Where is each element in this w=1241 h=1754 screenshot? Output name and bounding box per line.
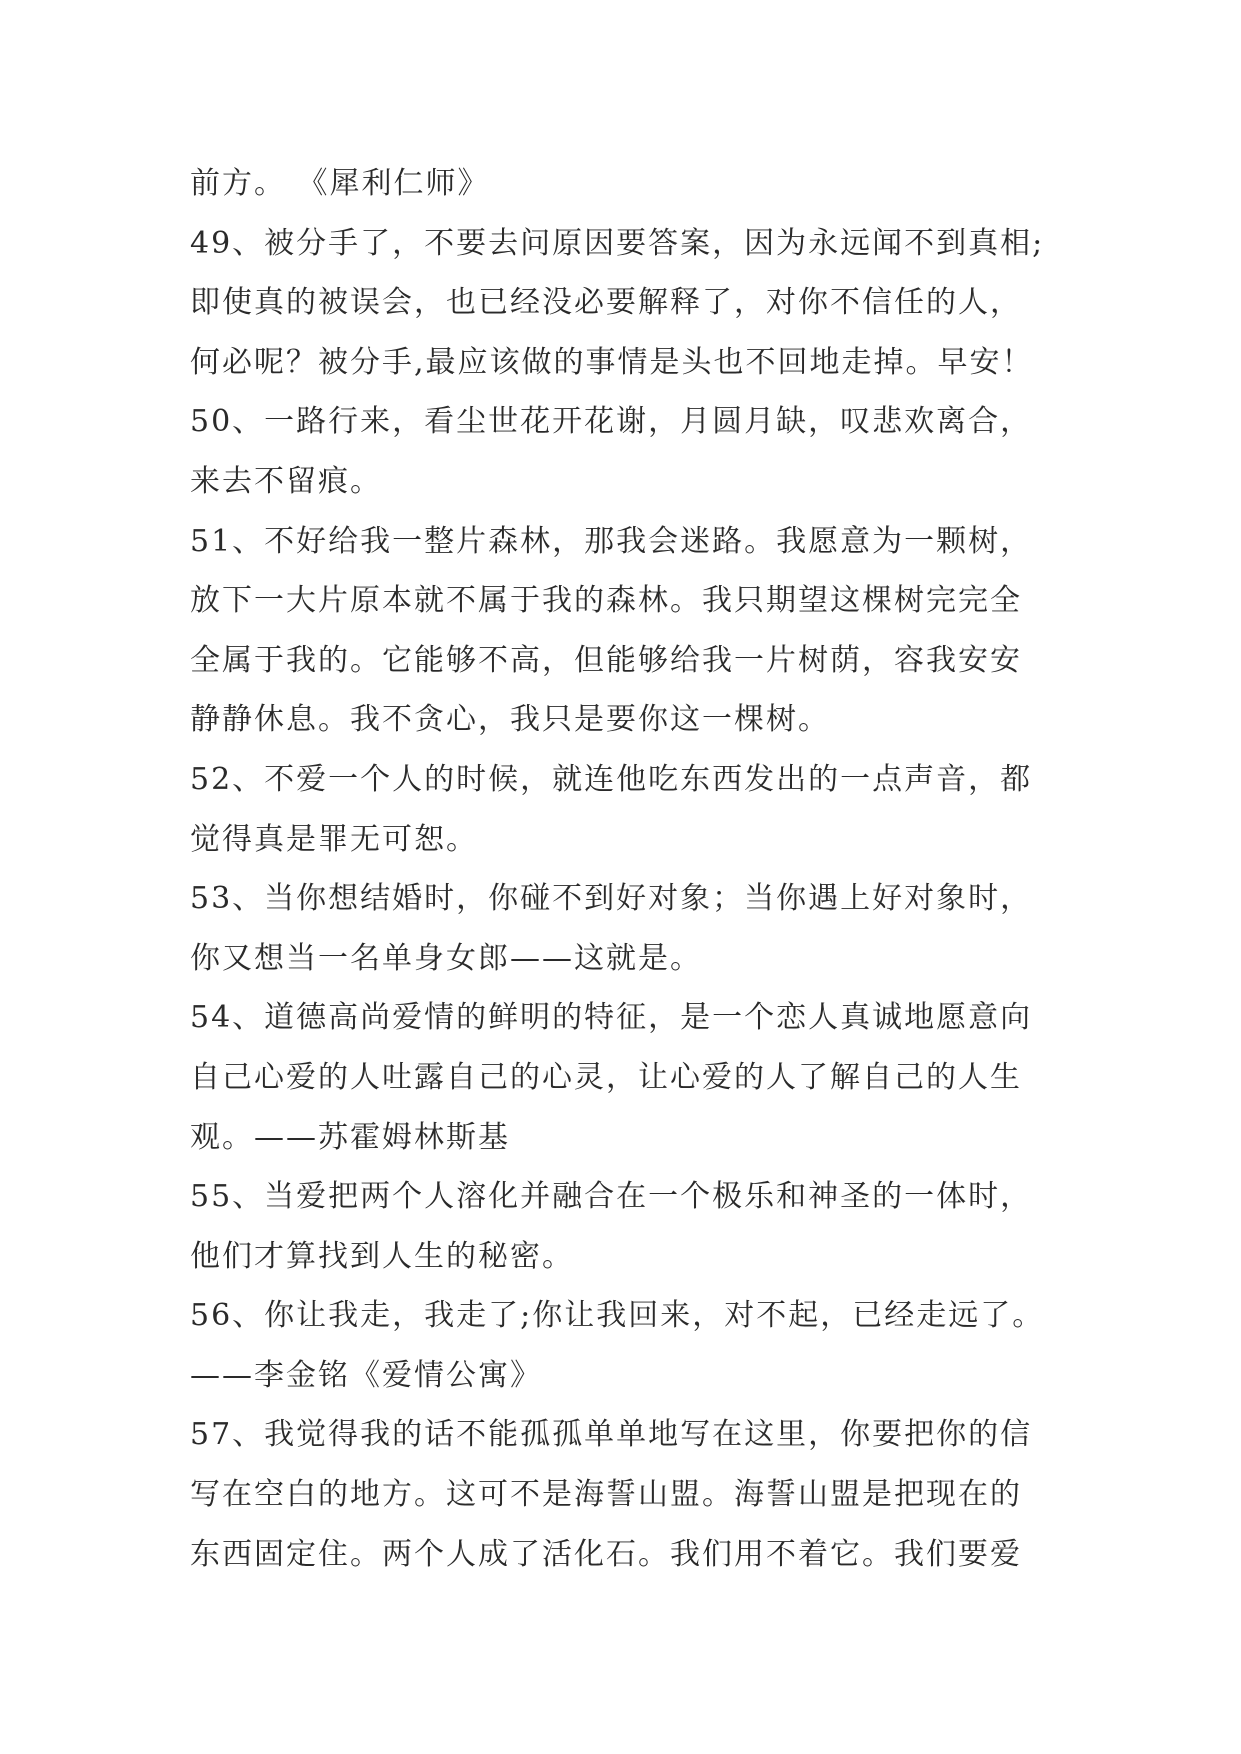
text-line: 写在空白的地方。这可不是海誓山盟。海誓山盟是把现在的 [190,1477,1022,1513]
text-line: 东西固定住。两个人成了活化石。我们用不着它。我们要爱 [190,1536,1022,1572]
text-line: 52、不爱一个人的时候，就连他吃东西发出的一点声音，都 [190,761,1033,797]
text-line: 他们才算找到人生的秘密。 [190,1238,574,1274]
text-line: 55、当爱把两个人溶化并融合在一个极乐和神圣的一体时， [190,1179,1033,1215]
text-line: 49、被分手了，不要去问原因要答案，因为永远闻不到真相; [190,225,1045,261]
text-line: 观。——苏霍姆林斯基 [190,1119,510,1155]
text-line: ——李金铭《爱情公寓》 [190,1357,542,1393]
text-line: 57、我觉得我的话不能孤孤单单地写在这里，你要把你的信 [190,1417,1033,1453]
text-line: 静静休息。我不贪心，我只是要你这一棵树。 [190,702,830,738]
text-line: 觉得真是罪无可恕。 [190,821,478,857]
text-line: 来去不留痕。 [190,463,382,499]
text-line: 放下一大片原本就不属于我的森林。我只期望这棵树完完全 [190,583,1022,619]
text-line: 全属于我的。它能够不高，但能够给我一片树荫，容我安安 [190,642,1022,678]
text-line: 54、道德高尚爱情的鲜明的特征，是一个恋人真诚地愿意向 [190,1000,1033,1036]
text-line: 即使真的被误会，也已经没必要解释了，对你不信任的人， [190,285,1022,321]
text-line: 50、一路行来，看尘世花开花谢，月圆月缺，叹悲欢离合， [190,404,1033,440]
text-line: 53、当你想结婚时，你碰不到好对象；当你遇上好对象时， [190,881,1033,917]
text-line: 56、你让我走，我走了;你让我回来，对不起，已经走远了。 [190,1298,1045,1334]
text-line: 自己心爱的人吐露自己的心灵，让心爱的人了解自己的人生 [190,1059,1022,1095]
text-line: 前方。 《犀利仁师》 [190,166,490,201]
text-line: 51、不好给我一整片森林，那我会迷路。我愿意为一颗树， [190,523,1033,559]
document-body [190,154,1090,1584]
text-line: 何必呢？被分手,最应该做的事情是头也不回地走掉。早安！ [190,344,1034,380]
text-line: 你又想当一名单身女郎——这就是。 [190,940,702,976]
